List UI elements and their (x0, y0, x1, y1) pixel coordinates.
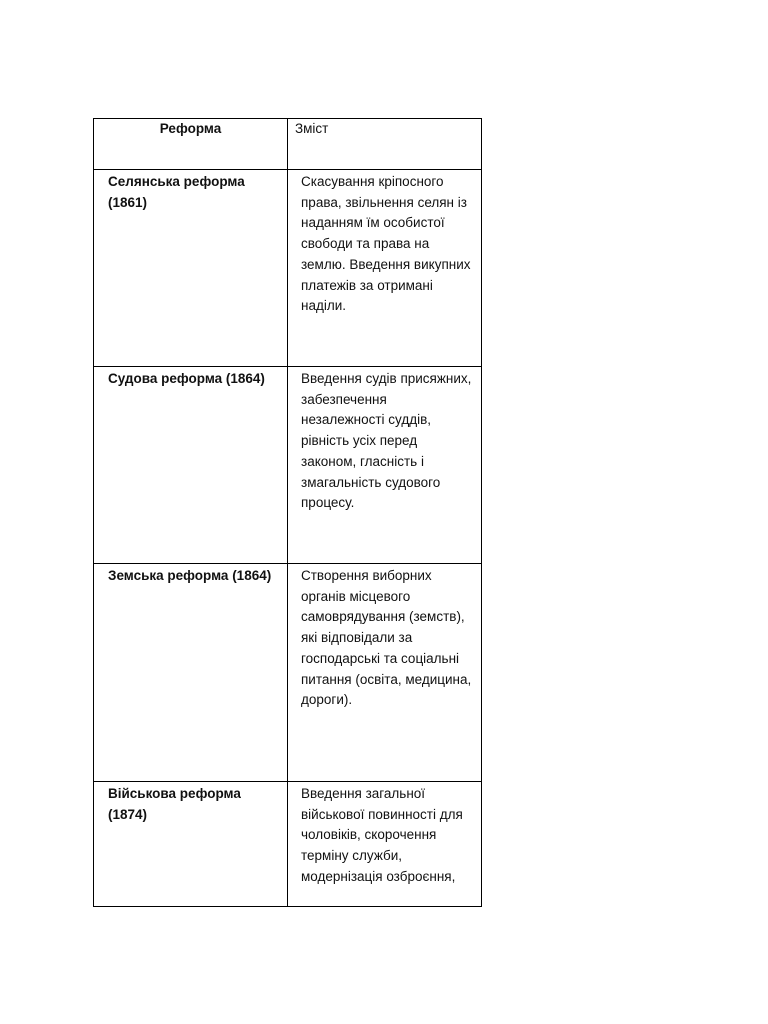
header-content: Зміст (288, 119, 482, 170)
reform-content: Створення виборних органів місцевого самоврядування (земств), які відповідали за господарські та соціальні питання (освіта, медицина, дороги). (288, 564, 482, 782)
reform-content: Введення загальної військової повинності для чоловіків, скорочення терміну служби, модернізація озброєння, (288, 782, 482, 907)
table-row (94, 564, 482, 782)
reform-content: Скасування кріпосного права, звільнення селян із наданням їм особистої свободи та права на землю. Введення викупних платежів за отримані наділи. (288, 170, 482, 367)
reform-name: Військова реформа (1874) (94, 782, 288, 907)
reforms-table (93, 118, 482, 907)
reform-name: Земська реформа (1864) (94, 564, 288, 782)
table-row (94, 170, 482, 367)
reform-name: Селянська реформа (1861) (94, 170, 288, 367)
header-reform: Реформа (94, 119, 288, 170)
table-row (94, 782, 482, 907)
reform-content: Введення судів присяжних, забезпечення незалежності суддів, рівність усіх перед законом, гласність і змагальність судового процесу. (288, 367, 482, 564)
table-header-row (94, 119, 482, 170)
reform-name: Судова реформа (1864) (94, 367, 288, 564)
table-row (94, 367, 482, 564)
